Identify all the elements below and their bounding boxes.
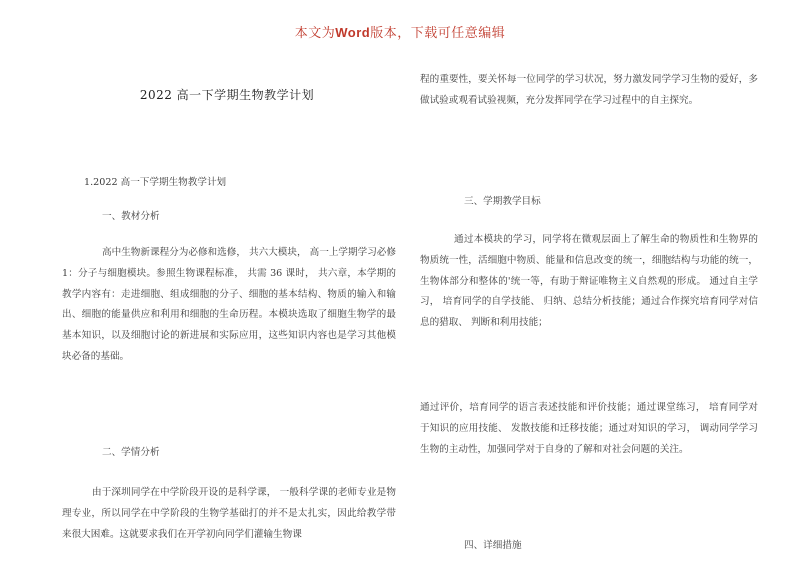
download-banner: [0, 22, 800, 41]
paragraph-goals-1: 通过本模块的学习，同学将在微观层面上了解生命的物质性和生物界的物质统一性，活细胞中物质、能量和信息改变的统一，细胞结构与功能的统一，生物体部分和整体的'统一等，有助于辩证唯物主义自然观的形成。 通过自主学习， 培育同学的自学技能、 归纳、总结分析技能；通过合作探究培育同学对信息的猎取、 判断和利用技能；: [420, 234, 758, 329]
document-title: 2022 高一下学期生物教学计划: [139, 88, 315, 102]
heading-semester-goals: 三、学期教学目标: [464, 196, 541, 207]
heading-measures: 四、详细措施: [464, 540, 522, 551]
section-item-1: 1.2022 高一下学期生物教学计划: [84, 177, 227, 188]
paragraph-student-analysis: 由于深圳同学在中学阶段开设的是科学课， 一般科学课的老师专业是物理专业，所以同学在中学阶段的生物学基础打的并不是太扎实，因此给教学带来很大困难。这就要求我们在开学初向同学们灌输生物课: [62, 487, 396, 540]
banner-word: Word: [335, 25, 371, 40]
heading-student-analysis: 二、学情分析: [102, 447, 160, 458]
banner-post: 版本，下载可任意编辑: [370, 26, 506, 41]
paragraph-continuation: 程的重要性，要关怀每一位同学的学习状况，努力激发同学学习生物的爱好，多做试验或观看试验视频，充分发挥同学在学习过程中的自主探究。: [420, 74, 758, 106]
heading-textbook-analysis: 一、教材分析: [102, 211, 160, 222]
paragraph-goals-2: 通过评价，培育同学的语言表述技能和评价技能；通过课堂练习， 培育同学对于知识的应用技能、 发散技能和迁移技能；通过对知识的学习， 调动同学学习生物的主动性，加强同学对于自身的了解和对社会问题的关注。: [420, 402, 758, 455]
banner-pre: 本文为: [294, 26, 336, 41]
paragraph-textbook-analysis: 高中生物新课程分为必修和选修， 共六大模块， 高一上学期学习必修 1：分子与细胞模块。参照生物课程标准， 共需 36 课时， 共六章，本学期的教学内容有：走进细胞、组成细胞的分子、细胞的基本结构、物质的输入和输出、细胞的能量供应和利用和细胞的生命历程。本模块选取了细胞生物学的最基本知识，以及细胞讨论的新进展和实际应用，这些知识内容也是学习其他模块必备的基础。: [62, 247, 396, 362]
